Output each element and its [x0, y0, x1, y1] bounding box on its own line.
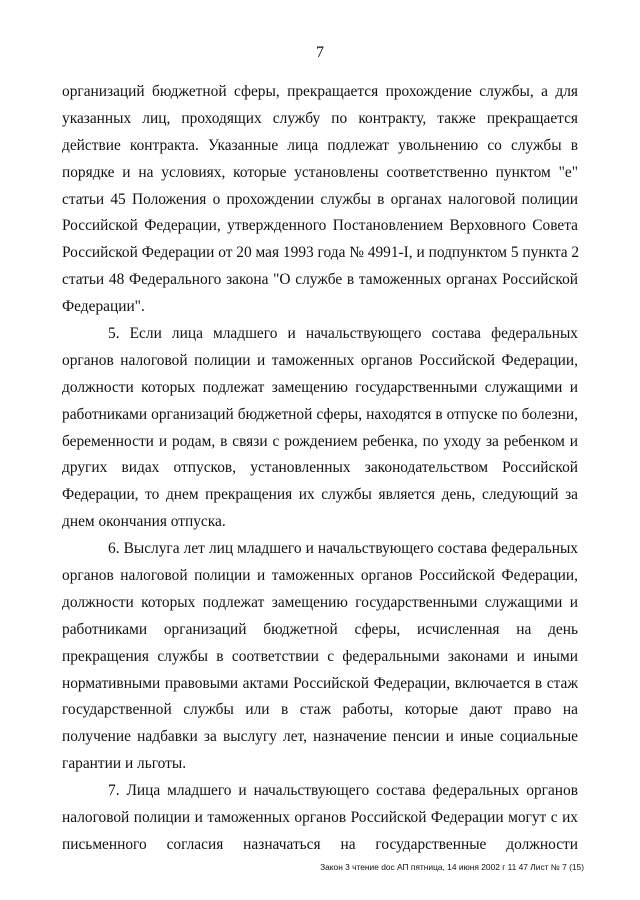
text-line: статьи 48 Федерального закона "О службе в таможенных органах Российской [62, 271, 578, 289]
text-line: порядке и на условиях, которые установлены соответственно пунктом "е" [62, 163, 578, 181]
text-line: гарантии и льготы. [62, 755, 187, 773]
text-line: органов налоговой полиции и таможенных органов Российской Федерации, [62, 567, 578, 585]
text-line: беременности и родам, в связи с рождением ребенка, по уходу за ребенком и [62, 432, 578, 450]
text-line: днем окончания отпуска. [62, 513, 226, 531]
text-line: Федерации, то днем прекращения их службы является день, следующий за [62, 486, 578, 504]
text-line: указанных лиц, проходящих службу по контракту, также прекращается [62, 109, 578, 127]
paragraph-item-5 [62, 321, 578, 536]
document-body [62, 79, 578, 859]
paragraph-continuation [62, 79, 578, 321]
text-line: работниками организаций бюджетной сферы, находятся в отпуске по болезни, [62, 405, 578, 423]
text-line: 7. Лица младшего и начальствующего состава федеральных органов [108, 782, 578, 800]
text-line: Российской Федерации, утвержденного Постановлением Верховного Совета [62, 217, 578, 235]
text-line: письменного согласия назначаться на государственные должности [62, 835, 578, 853]
text-line: статьи 45 Положения о прохождении службы в органах налоговой полиции [62, 190, 578, 208]
text-line: государственной службы или в стаж работы, которые дают право на [62, 701, 578, 719]
text-line: действие контракта. Указанные лица подлежат увольнению со службы в [62, 136, 578, 154]
text-line: налоговой полиции и таможенных органов Российской Федерации могут с их [62, 809, 578, 827]
document-footer: Закон 3 чтение doc АП пятница, 14 июня 2002 г 11 47 Лист № 7 (15) [320, 862, 584, 872]
text-line: работниками организаций бюджетной сферы, исчисленная на день [62, 620, 578, 638]
text-line: 6. Выслуга лет лиц младшего и начальствующего состава федеральных [108, 540, 578, 558]
text-line: органов налоговой полиции и таможенных органов Российской Федерации, [62, 351, 578, 369]
text-line: Федерации". [62, 298, 145, 316]
paragraph-item-6 [62, 536, 578, 778]
text-line: прекращения службы в соответствии с федеральными законами и иными [62, 647, 578, 665]
paragraph-item-7 [62, 778, 578, 859]
text-line: других видах отпусков, установленных законодательством Российской [62, 459, 578, 477]
text-line: нормативными правовыми актами Российской Федерации, включается в стаж [62, 674, 578, 692]
text-line: Российской Федерации от 20 мая 1993 года № 4991-I, и подпунктом 5 пункта 2 [62, 244, 580, 262]
text-line: организаций бюджетной сферы, прекращается прохождение службы, а для [62, 83, 578, 100]
text-line: 5. Если лица младшего и начальствующего состава федеральных [108, 325, 578, 343]
text-line: получение надбавки за выслугу лет, назначение пенсии и иные социальные [62, 728, 578, 746]
page-number: 7 [316, 44, 324, 61]
text-line: должности которых подлежат замещению государственными служащими и [62, 593, 578, 611]
text-line: должности которых подлежат замещению государственными служащими и [62, 378, 578, 396]
